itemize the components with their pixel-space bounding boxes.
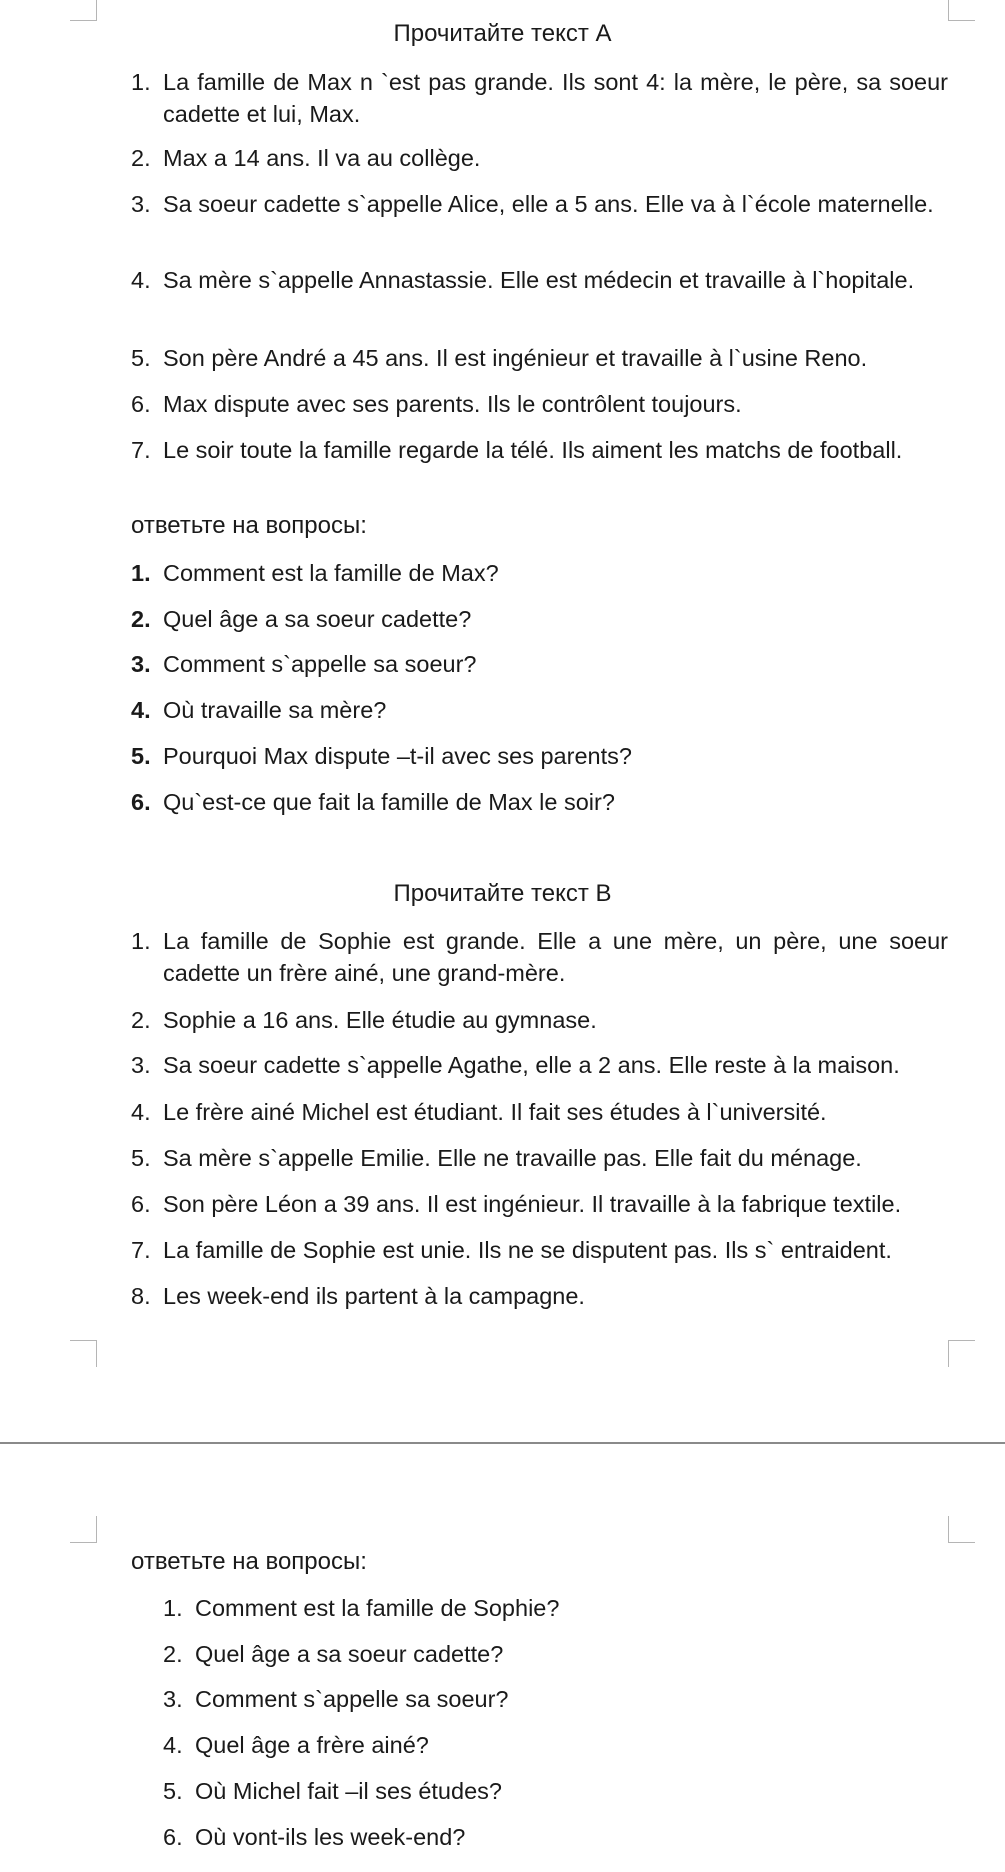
list-item-text: Sa mère s`appelle Annastassie. Elle est médecin et travaille à l`hopitale. bbox=[163, 267, 915, 293]
list-item-number: 4. bbox=[131, 1099, 151, 1125]
question-item bbox=[163, 1638, 503, 1670]
question-item bbox=[163, 1775, 502, 1807]
list-item-text: Max dispute avec ses parents. Ils le contrôlent toujours. bbox=[163, 391, 742, 417]
question-text: Pourquoi Max dispute –t-il avec ses parents? bbox=[163, 743, 632, 769]
list-item-number: 5. bbox=[131, 345, 151, 371]
list-item-number: 6. bbox=[131, 391, 151, 417]
page-corner-mark bbox=[948, 1516, 975, 1543]
question-item bbox=[163, 1592, 559, 1624]
list-item-text: Sa soeur cadette s`appelle Agathe, elle a 2 ans. Elle reste à la maison. bbox=[163, 1052, 900, 1078]
page-corner-mark bbox=[948, 1340, 975, 1367]
list-item-number: 1. bbox=[131, 69, 151, 95]
list-item-text: Son père Léon a 39 ans. Il est ingénieur. Il travaille à la fabrique textile. bbox=[163, 1191, 902, 1217]
document-page-2 bbox=[0, 1444, 1005, 1872]
list-item bbox=[131, 142, 948, 174]
list-item-text: Le frère ainé Michel est étudiant. Il fait ses études à l`université. bbox=[163, 1099, 827, 1125]
question-item bbox=[163, 1729, 429, 1761]
question-item bbox=[163, 1683, 509, 1715]
list-item bbox=[131, 388, 948, 420]
question-text: Comment s`appelle sa soeur? bbox=[195, 1686, 509, 1712]
question-number: 5. bbox=[163, 1778, 183, 1804]
list-item-number: 2. bbox=[131, 145, 151, 171]
text-a-title: Прочитайте текст А bbox=[393, 20, 612, 47]
question-text: Quel âge a sa soeur cadette? bbox=[163, 606, 472, 632]
list-item bbox=[131, 1004, 948, 1036]
list-item-number: 3. bbox=[131, 1052, 151, 1078]
question-item bbox=[131, 740, 632, 772]
list-item-text: La famille de Sophie est unie. Ils ne se disputent pas. Ils s` entraident. bbox=[163, 1237, 892, 1263]
text-b-title: Прочитайте текст В bbox=[393, 880, 612, 907]
list-item-number: 7. bbox=[131, 437, 151, 463]
question-number: 6. bbox=[163, 1824, 183, 1850]
question-item bbox=[131, 648, 477, 680]
question-number: 6. bbox=[131, 789, 151, 815]
list-item bbox=[131, 925, 948, 989]
list-item-number: 3. bbox=[131, 191, 151, 217]
question-number: 5. bbox=[131, 743, 151, 769]
question-text: Où travaille sa mère? bbox=[163, 697, 387, 723]
list-item-text: Sa soeur cadette s`appelle Alice, elle a 5 ans. Elle va à l`école maternelle. bbox=[163, 191, 934, 217]
question-number: 3. bbox=[131, 651, 151, 677]
list-item-number: 7. bbox=[131, 1237, 151, 1263]
list-item-text: La famille de Sophie est grande. Elle a une mère, un père, une soeur cadette un frère ainé, une grand-mère. bbox=[163, 928, 948, 986]
question-text: Quel âge a sa soeur cadette? bbox=[195, 1641, 504, 1667]
question-item bbox=[131, 603, 471, 635]
question-text: Où vont-ils les week-end? bbox=[195, 1824, 466, 1850]
question-item bbox=[163, 1821, 465, 1853]
question-number: 2. bbox=[131, 606, 151, 632]
list-item bbox=[131, 1234, 948, 1266]
question-number: 2. bbox=[163, 1641, 183, 1667]
question-item bbox=[131, 557, 499, 589]
question-item bbox=[131, 786, 615, 818]
list-item-text: Le soir toute la famille regarde la télé. Ils aiment les matchs de football. bbox=[163, 437, 903, 463]
list-item bbox=[131, 1188, 948, 1220]
page-corner-mark bbox=[70, 1340, 97, 1367]
list-item bbox=[131, 1280, 948, 1312]
text-b-questions-title: ответьте на вопросы: bbox=[131, 1548, 367, 1575]
question-text: Quel âge a frère ainé? bbox=[195, 1732, 429, 1758]
question-text: Comment est la famille de Max? bbox=[163, 560, 499, 586]
list-item-text: Sa mère s`appelle Emilie. Elle ne travaille pas. Elle fait du ménage. bbox=[163, 1145, 862, 1171]
list-item-number: 2. bbox=[131, 1007, 151, 1033]
list-item bbox=[131, 188, 948, 220]
list-item-number: 5. bbox=[131, 1145, 151, 1171]
list-item-text: Son père André a 45 ans. Il est ingénieur et travaille à l`usine Reno. bbox=[163, 345, 868, 371]
question-number: 1. bbox=[163, 1595, 183, 1621]
list-item-text: Max a 14 ans. Il va au collège. bbox=[163, 145, 481, 171]
question-text: Comment est la famille de Sophie? bbox=[195, 1595, 560, 1621]
text-a-questions-title: ответьте на вопросы: bbox=[131, 512, 367, 539]
question-number: 4. bbox=[163, 1732, 183, 1758]
list-item-number: 4. bbox=[131, 267, 151, 293]
list-item bbox=[131, 264, 948, 296]
list-item-number: 1. bbox=[131, 928, 151, 954]
list-item bbox=[131, 66, 948, 130]
question-number: 1. bbox=[131, 560, 151, 586]
list-item bbox=[131, 1049, 948, 1081]
list-item bbox=[131, 1142, 948, 1174]
list-item-number: 8. bbox=[131, 1283, 151, 1309]
list-item bbox=[131, 434, 948, 466]
list-item-number: 6. bbox=[131, 1191, 151, 1217]
list-item-text: Sophie a 16 ans. Elle étudie au gymnase. bbox=[163, 1007, 597, 1033]
question-number: 4. bbox=[131, 697, 151, 723]
list-item-text: Les week-end ils partent à la campagne. bbox=[163, 1283, 585, 1309]
list-item bbox=[131, 1096, 948, 1128]
question-text: Qu`est-ce que fait la famille de Max le soir? bbox=[163, 789, 615, 815]
question-number: 3. bbox=[163, 1686, 183, 1712]
list-item bbox=[131, 342, 948, 374]
page-corner-mark bbox=[70, 1516, 97, 1543]
question-item bbox=[131, 694, 386, 726]
question-text: Où Michel fait –il ses études? bbox=[195, 1778, 502, 1804]
list-item-text: La famille de Max n `est pas grande. Ils sont 4: la mère, le père, sa soeur cadette et lui, Max. bbox=[163, 69, 948, 127]
question-text: Comment s`appelle sa soeur? bbox=[163, 651, 477, 677]
